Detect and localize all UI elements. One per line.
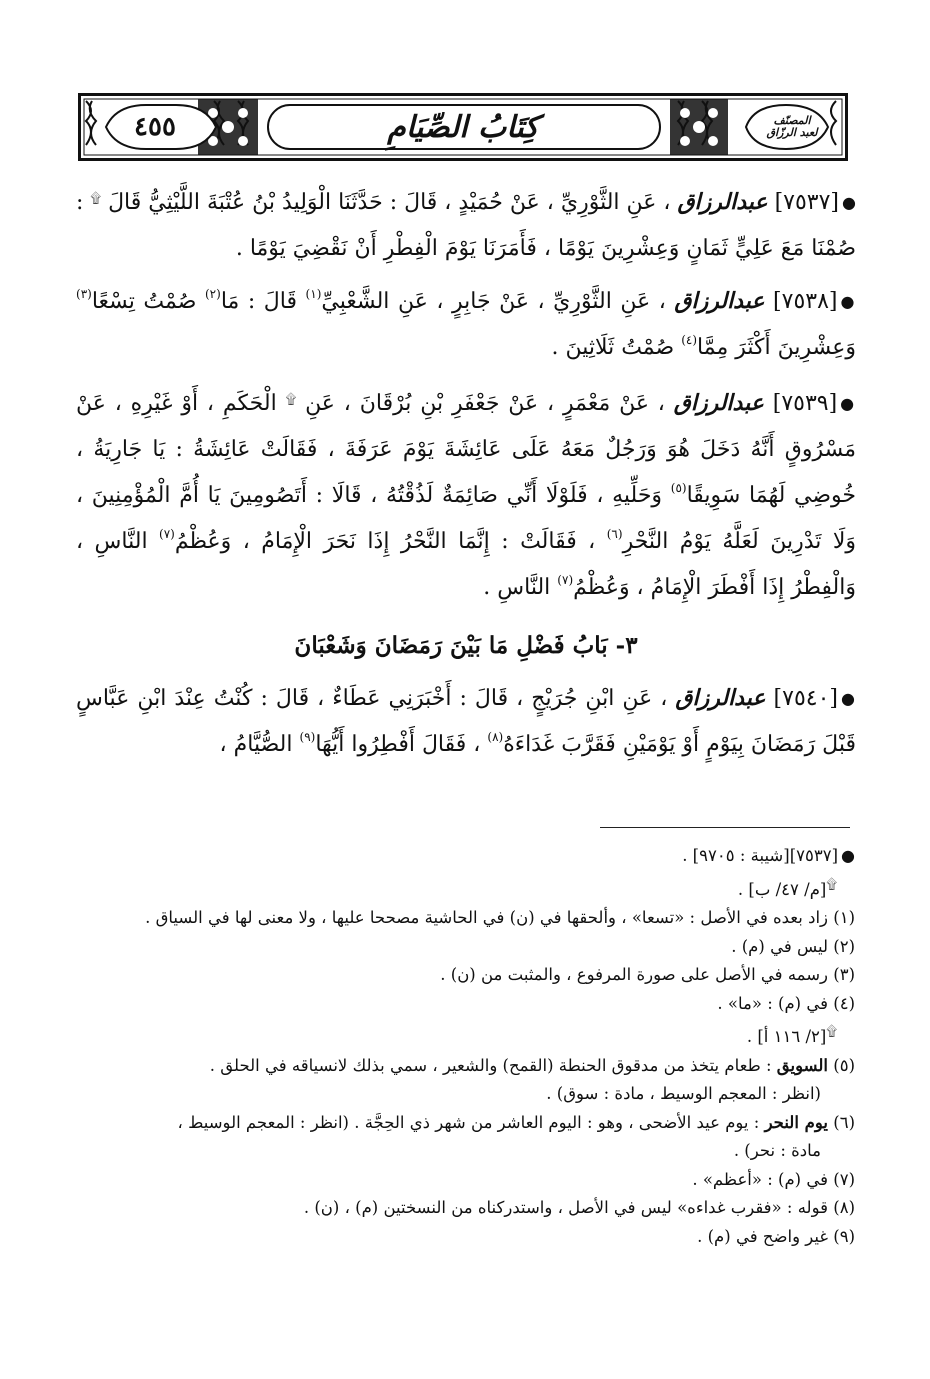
- hadith-bullet: ●: [840, 292, 857, 311]
- hadith-text: وَعِشْرِينَ أَكْثَرَ مِمَّا: [697, 335, 856, 360]
- hadith-7540: [76, 675, 856, 768]
- hadith-number: [٧٥٤٠]: [773, 686, 838, 711]
- hadith-text: ، فَقَالَتْ : إِنَّمَا النَّحْرُ إِذَا نَحَرَ الْإِمَامُ ، وَعُظْمُ: [174, 529, 596, 554]
- book-emblem: [746, 103, 838, 151]
- footnote-ref: (٣): [76, 287, 92, 301]
- footnote-ref: (٧): [159, 527, 175, 541]
- hadith-bullet: ●: [840, 689, 856, 708]
- footnote-source: ●[٧٥٣٧][شيبة : ٩٧٠٥] .: [682, 846, 855, 866]
- narrator-name: عبدالرزاق: [674, 288, 765, 314]
- footnote-ref: (٨): [487, 730, 504, 744]
- footnote-4: (٤) في (م) : «ما» .: [717, 993, 855, 1013]
- hadith-text: : صُمْنَا مَعَ عَلِيٍّ ثَمَانٍ وَعِشْرِينَ يَوْمًا ، فَأَمَرَنَا يَوْمَ الْفِطْرِ أَنْ نَقْضِيَ يَوْمًا .: [76, 190, 856, 261]
- hadith-text: صُمْتُ تِسْعًا: [91, 289, 197, 314]
- emblem-text: المصنّف لعبد الرزّاق: [766, 114, 818, 139]
- book-title: كِتَابُ الصِّيَامِ: [387, 109, 539, 145]
- hadith-number: [٧٥٣٨]: [773, 289, 838, 314]
- hadith-text: ، عَنِ الثَّوْرِيِّ ، عَنْ حُمَيْدٍ ، قَالَ : حَدَّثَنَا الْوَلِيدُ بْنُ عُتْبَةَ اللَّيْثِيُّ قَالَ: [108, 190, 671, 215]
- hadith-text: ، عَنْ مَعْمَرٍ ، عَنْ جَعْفَرِ بْنِ بُرْقَانَ ، عَنِ: [305, 391, 665, 416]
- hadith-text: النَّاسِ ، وَالْفِطْرُ إِذَا أَفْطَرَ الْإِمَامُ ، وَعُظْمُ: [76, 529, 856, 600]
- footnote-5-continuation: (انظر : المعجم الوسيط ، مادة : سوق) .: [546, 1084, 821, 1104]
- footnote-marker-ref: ۩[٢/ ١١٦ أ] .: [746, 1024, 837, 1047]
- footnote-6-continuation: مادة : نحر) .: [733, 1141, 821, 1161]
- hadith-text: النَّاسِ .: [483, 575, 551, 600]
- hadith-text: الصُّيَّامُ ،: [219, 732, 293, 757]
- footnote-bullet: ●: [841, 846, 855, 866]
- hadith-text: قَالَ : مَا: [220, 289, 297, 314]
- glossary-term: السويق: [776, 1055, 828, 1075]
- hadith-number: [٧٥٣٧]: [774, 190, 840, 215]
- page-number: ٤٥٥: [134, 112, 176, 142]
- manuscript-marker: ۩: [826, 876, 837, 893]
- narrator-name: عبدالرزاق: [677, 189, 768, 215]
- hadith-7539: [76, 377, 856, 611]
- footnote-2: (٢) ليس في (م) .: [731, 936, 855, 956]
- footnote-ref: (٢): [204, 287, 221, 301]
- hadith-text: صُمْتُ ثَلَاثِينَ .: [551, 335, 675, 360]
- page-header: [78, 93, 848, 161]
- footnote-ref: (٥): [670, 481, 687, 495]
- glossary-term: يوم النحر: [764, 1112, 828, 1132]
- hadith-bullet: ●: [840, 394, 856, 413]
- footnote-divider: [600, 827, 850, 828]
- hadith-7538: [76, 278, 856, 371]
- footnote-9: (٩) غير واضح في (م) .: [697, 1226, 855, 1246]
- chapter-heading: ٣- بَابُ فَضْلِ مَا بَيْنَ رَمَضَانَ وَشَعْبَانَ: [294, 632, 638, 659]
- narrator-name: عبدالرزاق: [673, 390, 764, 416]
- footnotes: [80, 842, 855, 1251]
- hadith-number: [٧٥٣٩]: [772, 391, 838, 416]
- hadith-text: ، فَقَالَ أَفْطِرُوا أَيُّهَا: [315, 732, 481, 757]
- hadith-bullet: ●: [842, 193, 856, 212]
- footnote-ref: (٦): [606, 527, 623, 541]
- hadith-text: الْحَكَمِ ، أَوْ غَيْرِهِ ، عَنْ مَسْرُوقٍ أَنَّهُ دَخَلَ هُوَ وَرَجُلٌ مَعَهُ عَلَى عَائِشَةَ يَوْمَ عَرَفَةَ ، فَقَالَتْ عَائِشَةُ : يَا جَارِيَةُ ، خُوضِي لَهُمَا سَوِيقًا: [76, 391, 856, 508]
- footnote-5: (٥) السويق : طعام يتخذ من مدقوق الحنطة (القمح) والشعير ، سمي بذلك لانسياقه في الحلق .: [209, 1055, 855, 1075]
- hadith-text: وَحَلِّيهِ ، فَلَوْلَا أَنِّي صَائِمَةٌ لَذُقْتُهُ ، قَالَا : أَتَصُومِينَ يَا أُمَّ الْمُؤْمِنِينَ ، وَلَا تَدْرِينَ لَعَلَّهُ يَوْمُ النَّحْرِ: [76, 483, 856, 554]
- footnote-7: (٧) في (م) : «أعظم» .: [692, 1169, 855, 1189]
- hadith-text: ، عَنِ الثَّوْرِيِّ ، عَنْ جَابِرٍ ، عَنِ الشَّعْبِيِّ: [321, 289, 666, 314]
- main-text: [76, 176, 856, 768]
- manuscript-marker: ۩: [90, 191, 102, 207]
- footnote-ref: (١): [305, 287, 322, 301]
- manuscript-marker: ۩: [826, 1024, 837, 1041]
- footnote-6: (٦) يوم النحر : يوم عيد الأضحى ، وهو : اليوم العاشر من شهر ذي الحِجَّة . (انظر : المعجم الوسيط ،: [177, 1112, 855, 1132]
- narrator-name: عبدالرزاق: [675, 685, 766, 711]
- footnote-8: (٨) قوله : «فقرب غداءه» ليس في الأصل ، واستدركناه من النسختين (م) ، (ن) .: [303, 1198, 855, 1218]
- footnote-1: (١) زاد بعده في الأصل : «تسعا» ، وألحقها في (ن) في الحاشية مصححا عليها ، ولا معنى لها في السياق .: [145, 908, 855, 928]
- footnote-marker-ref: ۩[م/ ٤٧/ ب] .: [737, 876, 837, 899]
- hadith-7537: [76, 176, 856, 272]
- footnote-ref: (٤): [681, 333, 698, 347]
- hadith-text: ، عَنِ ابْنِ جُرَيْجٍ ، قَالَ : أَخْبَرَنِي عَطَاءٌ ، قَالَ : كُنْتُ عِنْدَ ابْنِ عَبَّاسٍ قَبْلَ رَمَضَانَ بِيَوْمٍ أَوْ يَوْمَيْنِ فَقَرَّبَ غَدَاءَهُ: [76, 686, 856, 757]
- manuscript-marker: ۩: [285, 392, 297, 408]
- footnote-ref: (٧): [557, 573, 574, 587]
- footnote-3: (٣) رسمه في الأصل على صورة المرفوع ، والمثبت من (ن) .: [440, 965, 855, 985]
- footnote-ref: (٩): [299, 730, 316, 744]
